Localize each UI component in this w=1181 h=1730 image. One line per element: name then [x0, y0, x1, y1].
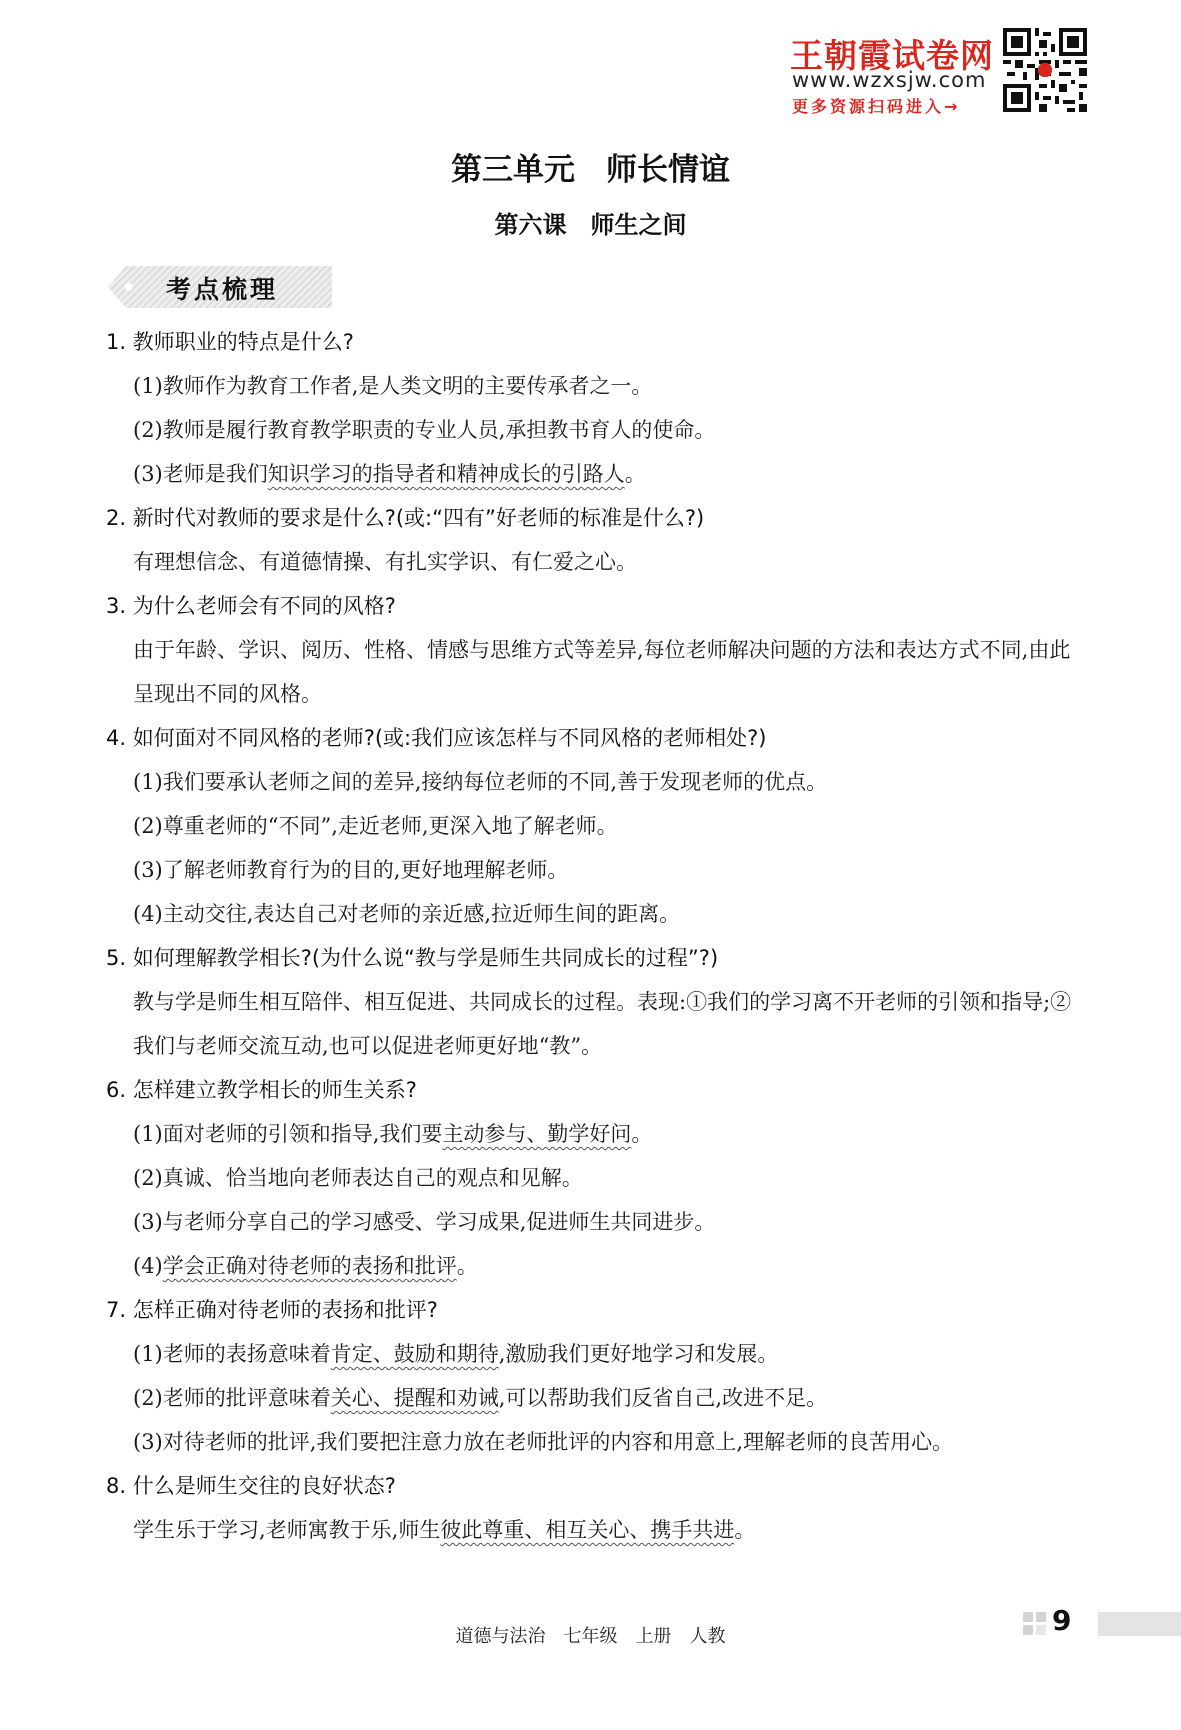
answer-7-2 — [106, 1376, 1076, 1420]
answer-text: (2)老师的批评意味着 — [133, 1386, 331, 1410]
question-7: 7. 怎样正确对待老师的表扬和批评? — [106, 1298, 438, 1322]
page-number: 9 — [1052, 1604, 1072, 1637]
page-marker-icon — [1036, 1625, 1046, 1635]
answer-text: ,激励我们更好地学习和发展。 — [498, 1342, 779, 1366]
section-label: 考点梳理 — [166, 275, 279, 304]
answer-1-1: (1)教师作为教育工作者,是人类文明的主要传承者之一。 — [133, 374, 653, 398]
answer-text: 。 — [631, 1122, 653, 1146]
answer-text: 。 — [456, 1254, 478, 1278]
answer-text: (4) — [133, 1254, 163, 1278]
page-marker-icon — [1023, 1612, 1033, 1622]
answer-6-1 — [106, 1112, 1076, 1156]
answer-text: (1)老师的表扬意味着 — [133, 1342, 331, 1366]
answer-2: 有理想信念、有道德情操、有扎实学识、有仁爱之心。 — [133, 550, 637, 574]
answer-text: 学生乐于学习,老师寓教于乐,师生 — [133, 1518, 441, 1542]
question-2: 2. 新时代对教师的要求是什么?(或:“四有”好老师的标准是什么?) — [106, 506, 705, 530]
answer-6-4 — [106, 1244, 1076, 1288]
answer-7-3: (3)对待老师的批评,我们要把注意力放在老师批评的内容和用意上,理解老师的良苦用心。 — [133, 1430, 954, 1454]
content-body — [106, 320, 1076, 1552]
brand-title: 王朝霞试卷网 — [790, 36, 994, 75]
answer-6-2: (2)真诚、恰当地向老师表达自己的观点和见解。 — [133, 1166, 583, 1190]
answer-text: 。 — [734, 1518, 756, 1542]
answer-4-2: (2)尊重老师的“不同”,走近老师,更深入地了解老师。 — [133, 814, 618, 838]
key-point: 关心、提醒和劝诫 — [330, 1386, 499, 1410]
key-point: 彼此尊重、相互关心、携手共进 — [440, 1518, 735, 1542]
answer-4-4: (4)主动交往,表达自己对老师的亲近感,拉近师生间的距离。 — [133, 902, 681, 926]
answer-3: 由于年龄、学识、阅历、性格、情感与思维方式等差异,每位老师解决问题的方法和表达方式不同,由此呈现出不同的风格。 — [133, 638, 1071, 706]
answer-text: 。 — [624, 462, 646, 486]
answer-4-3: (3)了解老师教育行为的目的,更好地理解老师。 — [133, 858, 569, 882]
brand-tagline: 更多资源扫码进入→ — [792, 97, 961, 116]
answer-text: (1)面对老师的引领和指导,我们要 — [133, 1122, 443, 1146]
answer-1-3 — [106, 452, 1076, 496]
question-5: 5. 如何理解教学相长?(为什么说“教与学是师生共同成长的过程”?) — [106, 946, 719, 970]
answer-6-3: (3)与老师分享自己的学习感受、学习成果,促进师生共同进步。 — [133, 1210, 716, 1234]
unit-title: 第三单元 师长情谊 — [451, 152, 730, 188]
key-point: 知识学习的指导者和精神成长的引路人 — [267, 462, 625, 486]
question-1: 1. 教师职业的特点是什么? — [106, 330, 354, 354]
answer-7-1 — [106, 1332, 1076, 1376]
lesson-title: 第六课 师生之间 — [494, 211, 687, 239]
page-marker-icon — [1023, 1625, 1033, 1635]
key-point: 主动参与、勤学好问 — [442, 1122, 632, 1146]
question-6: 6. 怎样建立教学相长的师生关系? — [106, 1078, 417, 1102]
key-point: 学会正确对待老师的表扬和批评 — [162, 1254, 457, 1278]
answer-4-1: (1)我们要承认老师之间的差异,接纳每位老师的不同,善于发现老师的优点。 — [133, 770, 828, 794]
qr-code-icon[interactable] — [1003, 28, 1087, 112]
key-point: 肯定、鼓励和期待 — [330, 1342, 499, 1366]
answer-text: ,可以帮助我们反省自己,改进不足。 — [498, 1386, 828, 1410]
brand-url[interactable]: www.wzxsjw.com — [792, 68, 987, 92]
question-3: 3. 为什么老师会有不同的风格? — [106, 594, 396, 618]
answer-1-2: (2)教师是履行教育教学职责的专业人员,承担教书育人的使命。 — [133, 418, 716, 442]
question-4: 4. 如何面对不同风格的老师?(或:我们应该怎样与不同风格的老师相处?) — [106, 726, 767, 750]
answer-8 — [106, 1508, 1076, 1552]
question-8: 8. 什么是师生交往的良好状态? — [106, 1474, 396, 1498]
answer-5: 教与学是师生相互陪伴、相互促进、共同成长的过程。表现:①我们的学习离不开老师的引领和指导;②我们与老师交流互动,也可以促进老师更好地“教”。 — [133, 990, 1072, 1058]
answer-text: (3)老师是我们 — [133, 462, 268, 486]
badge-dot-icon — [125, 283, 133, 291]
page-bar — [1098, 1612, 1181, 1636]
page-marker-icon — [1036, 1612, 1046, 1622]
footer-subject: 道德与法治 七年级 上册 人教 — [455, 1626, 726, 1647]
